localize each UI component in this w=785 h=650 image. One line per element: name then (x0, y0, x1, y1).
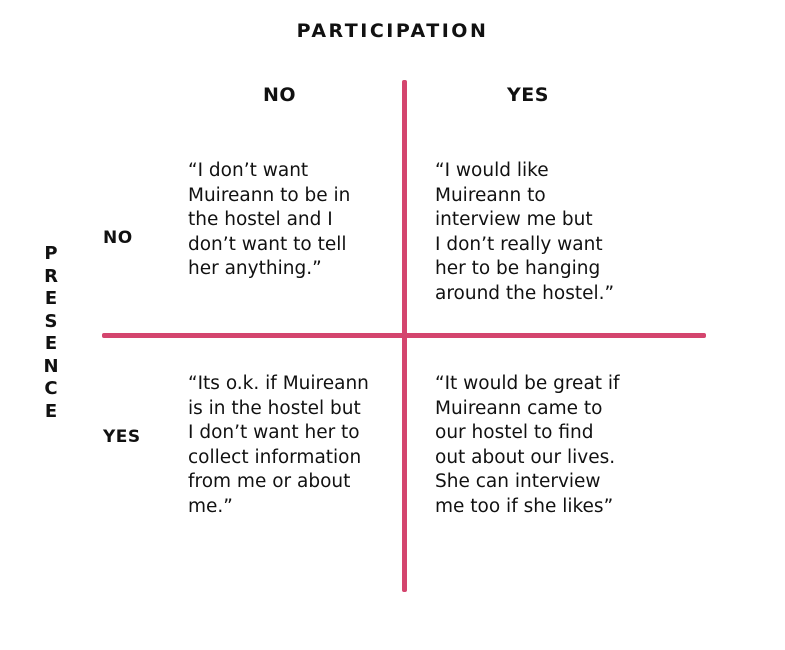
quote-presence-no-participation-yes: “I would like Muireann to interview me but I don’t really want her to be hanging around the hostel.” (435, 160, 615, 304)
row-header-yes: YES (103, 427, 141, 447)
side-axis-label: P R E S E N C E (43, 243, 59, 422)
diagram-title: PARTICIPATION (296, 20, 489, 42)
horizontal-divider (102, 333, 706, 338)
column-header-no: NO (263, 84, 297, 106)
column-header-yes: YES (507, 84, 549, 106)
quote-presence-yes-participation-yes: “It would be great if Muireann came to our hostel to find out about our lives. She can interview me too if she likes” (435, 373, 620, 517)
quote-presence-no-participation-no: “I don’t want Muireann to be in the hostel and I don’t want to tell her anything.” (188, 160, 351, 279)
quote-presence-yes-participation-no: “Its o.k. if Muireann is in the hostel but I don’t want her to collect information from me or about me.” (188, 373, 369, 517)
row-header-no: NO (103, 228, 133, 248)
